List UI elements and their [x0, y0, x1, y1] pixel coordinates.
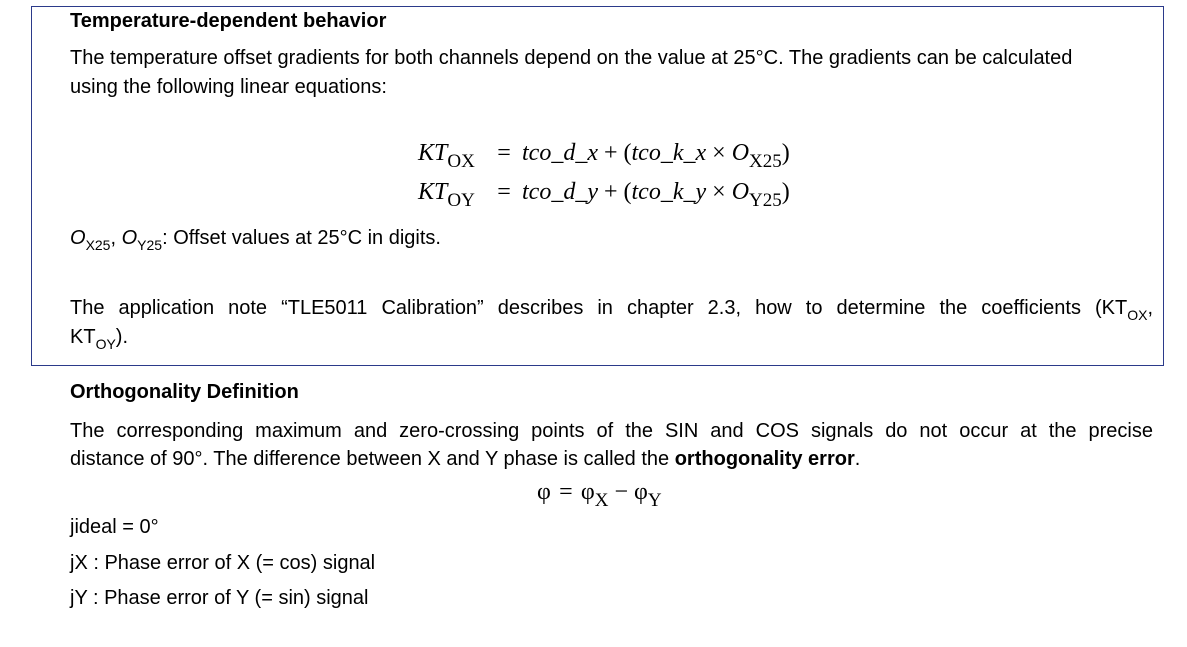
appnote-line-2: $KT_{OY}$).	[70, 326, 129, 352]
orthogonality-line-2: distance of 90°. The difference between X and Y phase is called the orthogonality error.	[70, 448, 861, 470]
definition-phi-ideal: jideal = 0°	[70, 516, 159, 538]
definition-phase-error-x: jX : Phase error of X (= cos) signal	[70, 552, 376, 574]
temperature-intro-paragraph	[70, 44, 1153, 102]
intro-line-2: using the following linear equations:	[70, 76, 387, 98]
section-heading-temperature: Temperature-dependent behavior	[70, 10, 387, 32]
orthogonality-line-1: The corresponding maximum and zero-crossing points of the SIN and COS signals do not occur at the precise	[70, 420, 1153, 442]
orthogonality-error-term: orthogonality error	[674, 448, 855, 470]
appnote-line-1: The application note “TLE5011 Calibration” describes in chapter 2.3, how to determine the coefficients ($KT_{OX}$,	[70, 297, 1153, 323]
intro-line-1: The temperature offset gradients for both channels depend on the value at 25°C. The gradients can be calculated	[70, 47, 1073, 69]
equation-phi: $\varphi = \varphi_X - \varphi_Y$	[537, 479, 662, 511]
offset-values-note: $O_{X25}$, $O_{Y25}$: Offset values at 25°C in digits.	[70, 227, 441, 253]
equation-kt-ox: $KT_{OX}$ = tco_d_x + (tco_k_x × $O_{X25}$)	[418, 140, 790, 172]
equation-kt-oy: $KT_{OY}$ = tco_d_y + (tco_k_y × $O_{Y25}$)	[418, 179, 790, 211]
section-heading-orthogonality: Orthogonality Definition	[70, 381, 299, 403]
definition-phase-error-y: jY : Phase error of Y (= sin) signal	[70, 587, 369, 609]
